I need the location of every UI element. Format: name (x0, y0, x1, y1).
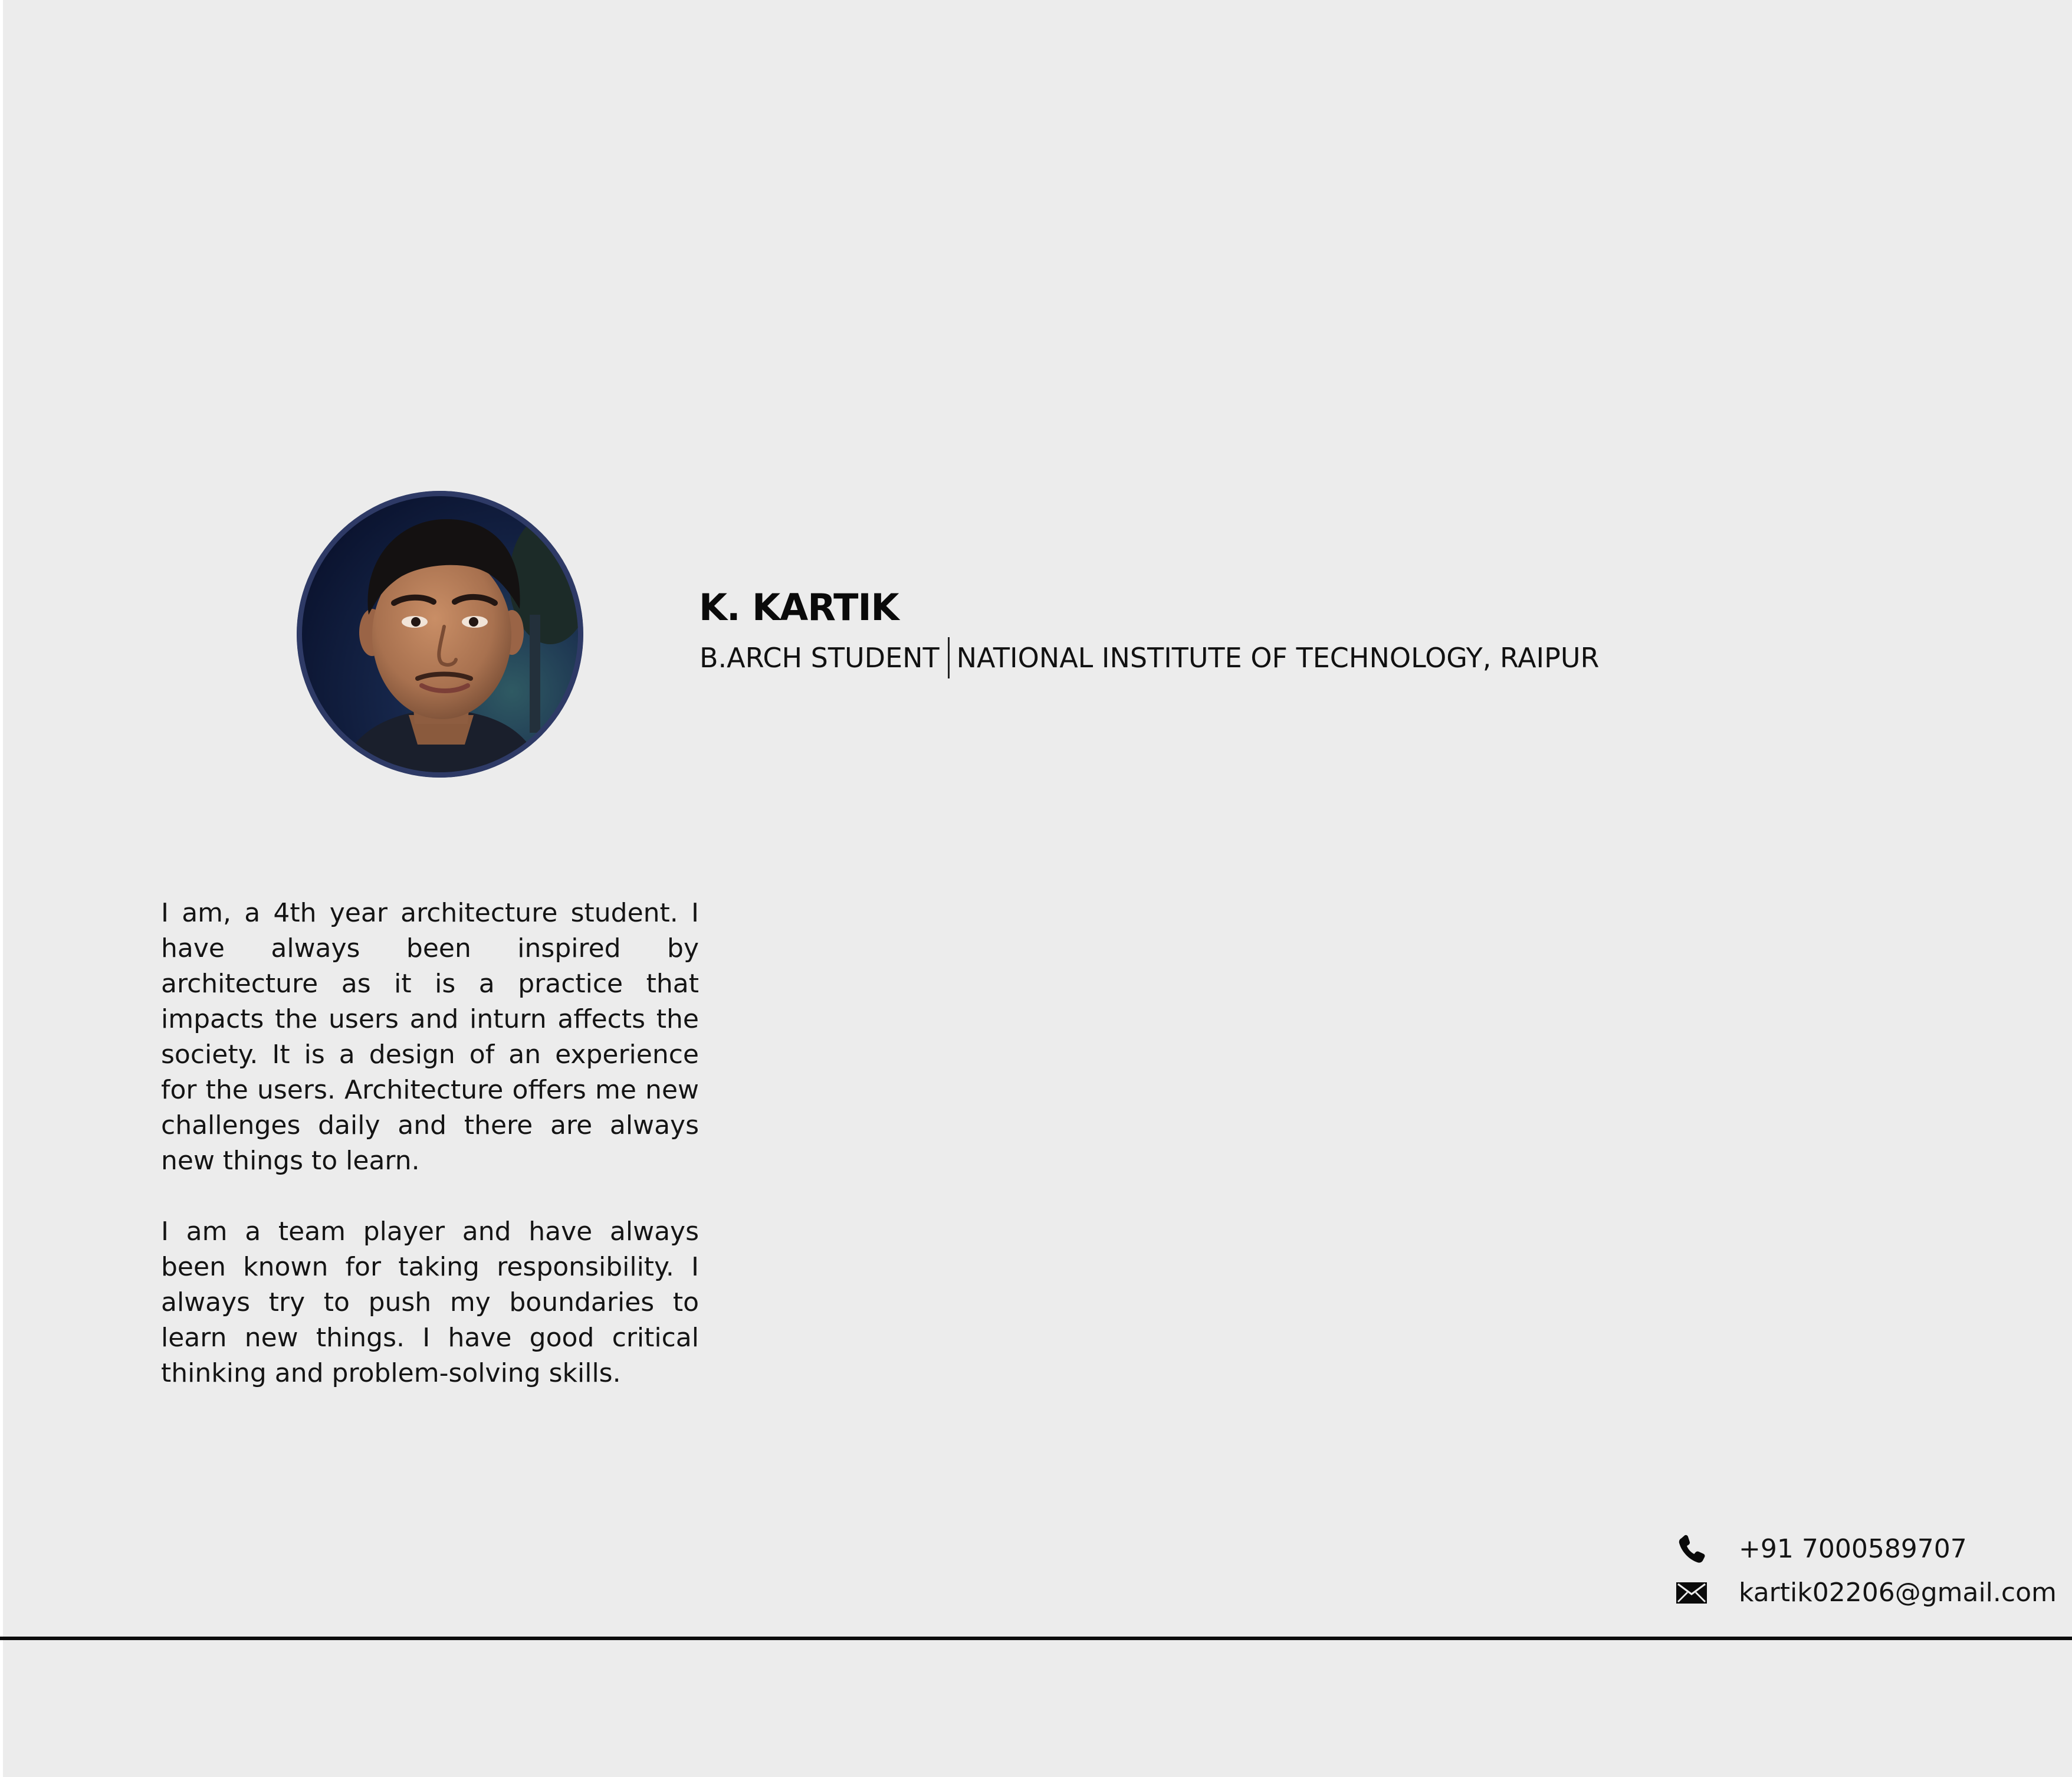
profile-name: K. KARTIK (699, 586, 899, 629)
phone-number: +91 7000589707 (1739, 1534, 1967, 1564)
page-left-edge (0, 0, 3, 1777)
footer-divider (0, 1637, 2072, 1640)
phone-icon (1675, 1533, 1708, 1566)
contact-phone[interactable] (1675, 1532, 1967, 1567)
profile-subtitle (700, 637, 1600, 678)
profile-role: B.ARCH STUDENT (700, 642, 940, 674)
profile-photo (297, 491, 583, 778)
contact-email[interactable] (1675, 1575, 2057, 1611)
email-address: kartik02206@gmail.com (1739, 1578, 2057, 1608)
about-paragraph-2: I am a team player and have always been known for taking responsibility. I always try to push my boundaries to learn new things. I have good critical thinking and problem-solving skills. (161, 1217, 699, 1388)
envelope-icon (1675, 1576, 1708, 1609)
subtitle-divider (948, 637, 950, 678)
profile-photo-illustration (297, 491, 583, 778)
profile-institution: NATIONAL INSTITUTE OF TECHNOLOGY, RAIPUR (956, 642, 1600, 674)
about-paragraph-1: I am, a 4th year architecture student. I have always been inspired by architecture as it is a practice that impacts the users and inturn affects the society. It is a design of an experience for the users. Architecture offers me new challenges daily and there are always new things to learn. (161, 898, 699, 1176)
